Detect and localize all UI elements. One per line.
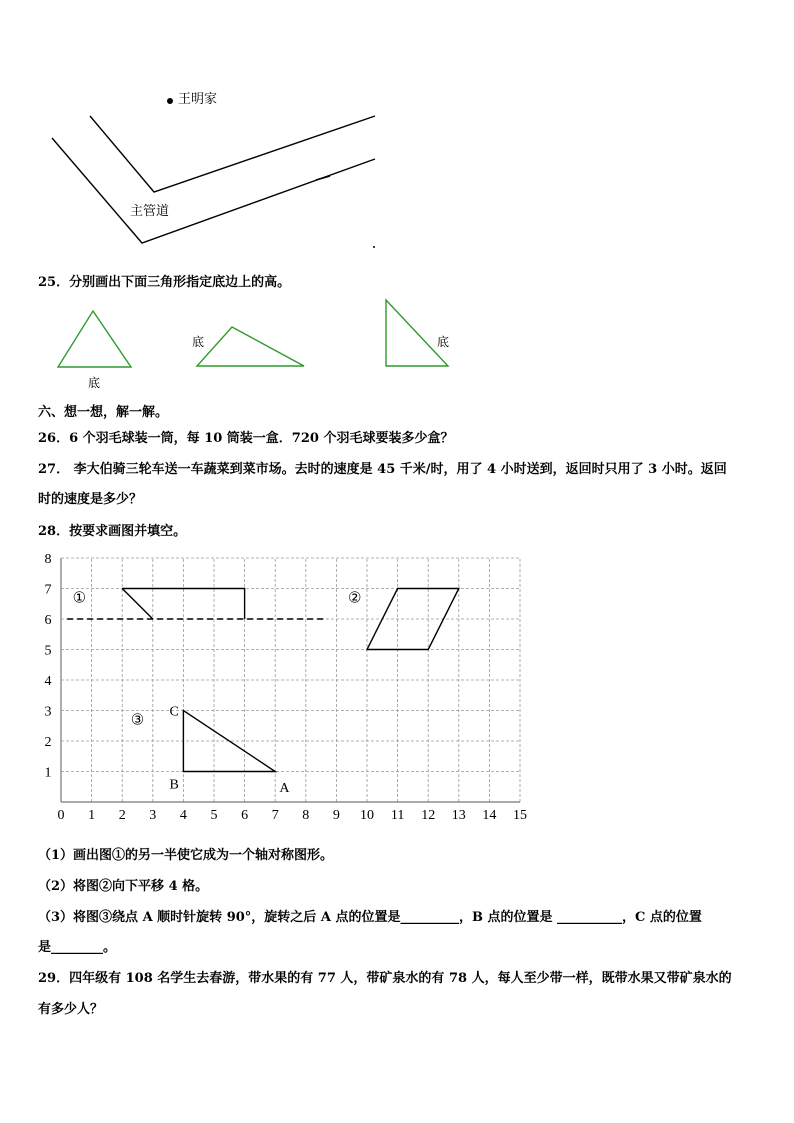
q28-sub3-line2: 是________。 (38, 940, 117, 955)
x-tick-label: 12 (421, 808, 436, 823)
triangle-2-base-label: 底 (192, 335, 205, 349)
x-tick-label: 3 (149, 808, 157, 823)
q29-line2: 有多少人？ (38, 1002, 104, 1017)
triangle-3-base-label: 底 (437, 335, 450, 349)
triangle-1-base-label: 底 (88, 376, 101, 390)
y-tick-label: 2 (44, 735, 52, 750)
x-tick-label: 1 (88, 808, 96, 823)
stray-dot (373, 246, 375, 248)
triangle-3 (386, 300, 448, 366)
q28-sub3-line1: （3）将图③绕点 A 顺时针旋转 90°，旋转之后 A 点的位置是_________，B 点的位置是 __________，C 点的位置 (38, 910, 702, 925)
x-tick-label: 5 (210, 808, 218, 823)
x-tick-label: 13 (451, 808, 466, 823)
point-c-label: C (169, 704, 179, 720)
x-tick-label: 0 (57, 808, 65, 823)
figure-1-label: ① (72, 590, 87, 607)
y-tick-label: 5 (44, 643, 52, 659)
x-tick-label: 4 (179, 808, 187, 823)
x-tick-label: 8 (302, 808, 310, 823)
q27-line1: 27． 李大伯骑三轮车送一车蔬菜到菜市场。去时的速度是 45 千米/时，用了 4 小时送到，返回时只用了 3 小时。返回 (38, 462, 727, 477)
y-tick-label: 7 (44, 582, 52, 598)
road-line-inner (90, 116, 375, 192)
pipeline-map-figure (40, 80, 385, 255)
point-b-label: B (169, 777, 179, 793)
q27-line2: 时的速度是多少？ (38, 492, 143, 507)
point-a-label: A (279, 780, 290, 796)
y-tick-label: 3 (44, 704, 52, 720)
x-tick-label: 9 (332, 808, 340, 823)
x-tick-label: 14 (482, 808, 497, 823)
q28-sub2: （2）将图②向下平移 4 格。 (38, 879, 209, 894)
section6-title: 六、想一想，解一解。 (38, 405, 169, 420)
q28-text: 28．按要求画图并填空。 (38, 524, 187, 539)
grid-shapes (67, 589, 459, 796)
figure-2-label: ② (348, 590, 362, 607)
figure-3-label: ③ (130, 712, 145, 729)
grid-lines (61, 558, 520, 802)
q28-sub1: （1）画出图①的另一半使它成为一个轴对称图形。 (38, 848, 334, 863)
q25-text: 25．分别画出下面三角形指定底边上的高。 (38, 275, 291, 290)
y-tick-label: 4 (44, 674, 52, 689)
y-tick-label: 6 (44, 613, 52, 628)
smudge (316, 176, 330, 180)
x-tick-label: 15 (513, 808, 527, 823)
x-tick-label: 10 (360, 808, 374, 823)
y-tick-label: 1 (44, 765, 52, 781)
x-tick-label: 6 (241, 808, 249, 823)
x-tick-label: 7 (271, 808, 279, 823)
triangle-2 (197, 327, 304, 366)
x-tick-label: 2 (118, 808, 126, 823)
y-tick-label: 8 (44, 552, 52, 567)
x-tick-label: 11 (390, 808, 405, 823)
grid-figure (30, 548, 540, 828)
figure-1-slant-edge (122, 589, 153, 620)
q26-text: 26．6 个羽毛球装一筒，每 10 筒装一盒．720 个羽毛球要装多少盒？ (38, 431, 454, 446)
road-line-outer (52, 138, 375, 243)
q29-line1: 29．四年级有 108 名学生去春游，带水果的有 77 人，带矿泉水的有 78 人，每人至少带一样，既带水果又带矿泉水的 (38, 971, 732, 986)
triangle-1 (58, 311, 131, 367)
triangles-figure (40, 295, 470, 395)
road-label: 主管道 (130, 203, 170, 218)
house-dot (167, 98, 173, 104)
house-label: 王明家 (178, 91, 218, 106)
